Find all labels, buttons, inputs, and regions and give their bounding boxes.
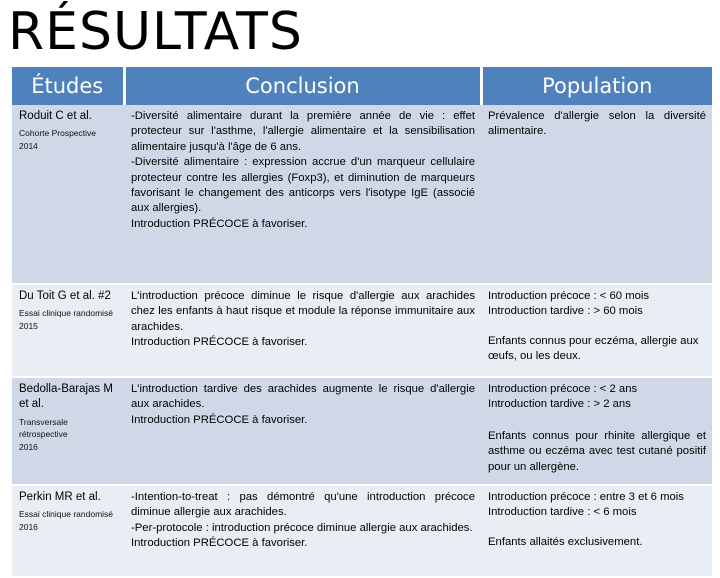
header-population: Population xyxy=(481,67,712,105)
population-line: Introduction précoce : entre 3 et 6 mois xyxy=(488,491,684,503)
study-name: Roduit C et al. xyxy=(19,110,92,122)
conclusion-line: Introduction PRÉCOCE à favoriser. xyxy=(131,217,308,230)
conclusion-line: -Intention-to-treat : pas démontré qu'une introduction précoce diminue allergie aux arachides. xyxy=(131,491,475,519)
population-note: Enfants allaités exclusivement. xyxy=(488,535,643,548)
study-design: Essai clinique randomisé xyxy=(19,509,114,520)
study-year: 2014 xyxy=(19,140,38,151)
table-row xyxy=(12,377,712,485)
header-row xyxy=(12,67,712,105)
conclusion-cell xyxy=(124,485,481,577)
header-conclusion: Conclusion xyxy=(124,67,481,105)
conclusion-line: Introduction PRÉCOCE à favoriser. xyxy=(131,537,308,550)
spacer xyxy=(488,521,706,535)
population-note: Enfants connus pour eczéma, allergie aux œufs, ou les deux. xyxy=(488,334,699,363)
study-design: Essai clinique randomisé xyxy=(19,308,114,319)
conclusion-line: Introduction PRÉCOCE à favoriser. xyxy=(131,413,308,426)
conclusion-line: -Diversité alimentaire : expression accrue d'un marqueur cellulaire protecteur contre les allergies (Foxp3), et diminution de marqueurs favorisant le changement des anticorps vers l'isotype IgE (associé aux allergies). xyxy=(131,156,475,215)
conclusion-cell xyxy=(124,284,481,377)
table-row xyxy=(12,105,712,284)
study-name: Du Toit G et al. #2 xyxy=(19,290,111,302)
population-line: Introduction précoce : < 2 ans xyxy=(488,383,638,395)
results-table xyxy=(12,67,712,578)
population-cell xyxy=(481,284,712,377)
conclusion-line: L'introduction tardive des arachides augmente le risque d'allergie aux arachides. xyxy=(131,383,475,411)
population-line: Prévalence d'allergie selon la diversité alimentaire. xyxy=(488,110,706,138)
conclusion-line: L'introduction précoce diminue le risque d'allergie aux arachides chez les enfants à haut risque et module la réponse immunitaire aux arachides. xyxy=(131,290,475,333)
study-design: Transversale rétrospective xyxy=(19,416,68,440)
conclusion-line: -Diversité alimentaire durant la première année de vie : effet protecteur sur l'asthme, l'allergie alimentaire et la sensibilisation alimentaire jusqu'à l'âge de 6 ans. xyxy=(131,110,475,153)
population-cell xyxy=(481,377,712,485)
table-row xyxy=(12,284,712,377)
study-name: Perkin MR et al. xyxy=(19,491,101,503)
population-line: Introduction précoce : < 60 mois xyxy=(488,290,650,302)
table-row xyxy=(12,485,712,577)
header-etudes: Études xyxy=(12,67,124,105)
conclusion-line: -Per-protocole : introduction précoce diminue allergie aux arachides. xyxy=(131,521,473,534)
population-line: Introduction tardive : < 6 mois xyxy=(488,506,637,519)
slide-title: RÉSULTATS xyxy=(8,2,303,62)
study-year: 2016 xyxy=(19,521,38,532)
study-design: Cohorte Prospective xyxy=(19,128,97,139)
population-cell xyxy=(481,105,712,284)
study-year: 2016 xyxy=(19,441,38,452)
spacer xyxy=(488,413,706,429)
study-cell xyxy=(12,485,124,577)
study-cell xyxy=(12,284,124,377)
study-year: 2015 xyxy=(19,320,38,331)
spacer xyxy=(488,320,706,334)
conclusion-cell xyxy=(124,377,481,485)
study-cell xyxy=(12,377,124,485)
study-cell xyxy=(12,105,124,284)
population-cell xyxy=(481,485,712,577)
conclusion-cell xyxy=(124,105,481,284)
study-name: Bedolla-Barajas M et al. xyxy=(19,383,113,411)
population-line: Introduction tardive : > 2 ans xyxy=(488,398,631,411)
population-line: Introduction tardive : > 60 mois xyxy=(488,305,643,318)
conclusion-line: Introduction PRÉCOCE à favoriser. xyxy=(131,336,308,349)
population-note: Enfants connus pour rhinite allergique et asthme ou eczéma avec test cutané positif pour un allergène. xyxy=(488,429,706,473)
